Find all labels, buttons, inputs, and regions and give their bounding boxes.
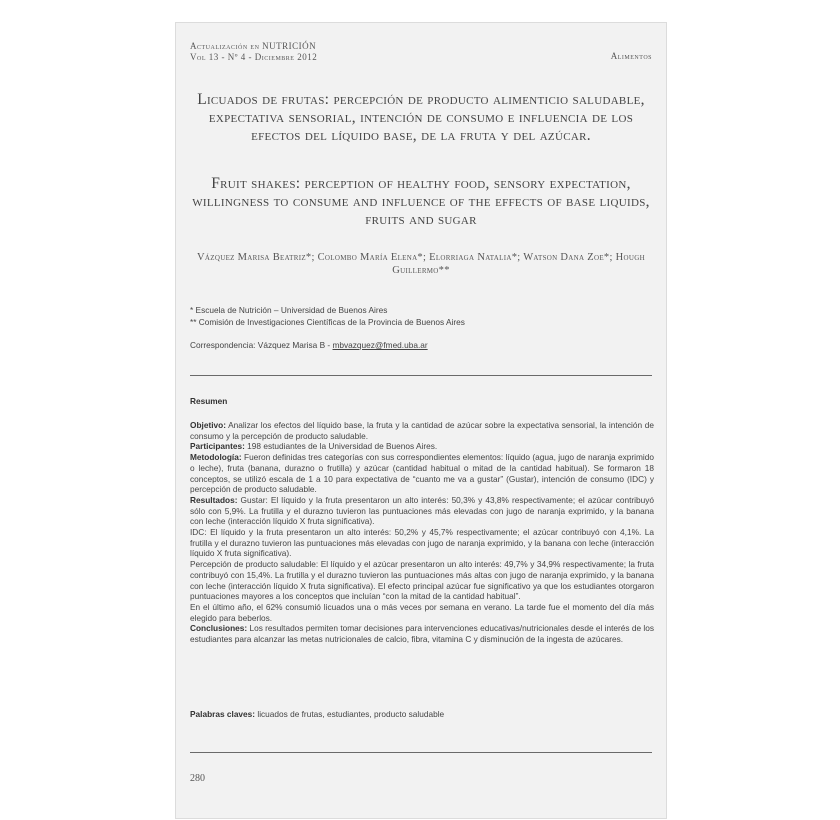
- correspondence-email-link[interactable]: mbvazquez@fmed.uba.ar: [332, 340, 428, 350]
- abstract-metodologia: [190, 452, 654, 495]
- abstract-heading: Resumen: [190, 396, 228, 406]
- journal-name: Actualización en NUTRICIÓN: [190, 41, 317, 51]
- abstract-objetivo: [190, 420, 654, 441]
- affiliations: [190, 304, 650, 328]
- correspondence: [190, 340, 650, 350]
- conclusiones-label: Conclusiones:: [190, 623, 248, 634]
- participantes-text: 198 estudiantes de la Universidad de Buenos Aires.: [244, 441, 438, 452]
- participantes-label: Participantes:: [190, 441, 245, 452]
- conclusiones-text: Los resultados permiten tomar decisiones para intervenciones educativas/nutricionales desde el interés de los estudiantes para alcanzar las metas nutricionales de calcio, fibra, vitamina C y disminución de la ingesta de azúcares.: [190, 623, 654, 645]
- journal-running-head: [190, 41, 317, 63]
- correspondence-label: Correspondencia: Vázquez Marisa B -: [190, 340, 333, 350]
- title-spanish: Licuados de frutas: percepción de producto alimenticio saludable, expectativa sensorial, intención de consumo e influencia de los efectos del líquido base, de la fruta y del azúcar.: [197, 91, 645, 144]
- objetivo-text: Analizar los efectos del líquido base, la fruta y la cantidad de azúcar sobre la expectativa sensorial, la intención de consumo y la percepción de producto saludable.: [190, 420, 654, 441]
- journal-issue: Vol 13 - Nº 4 - Diciembre 2012: [190, 52, 318, 62]
- bottom-divider: [190, 752, 652, 753]
- abstract-percepcion: Percepción de producto saludable: El líquido y el azúcar presentaron un alto interés: 49,7% y 34,9% respectivamente; la fruta contribuyó con 15,4%. La frutilla y el durazno tuvieron las puntuaciones más altas con jugo de naranja exprimido, y la banana con leche (interacción líquido X fruta significativa). El efecto principal azúcar fue significativo ya que los estudiantes otorgaron puntuaciones mayores a los conceptos que incluían “con la mitad de la cantidad habitual”.: [190, 559, 654, 602]
- abstract-body: [190, 420, 654, 645]
- paper-page: [175, 22, 667, 819]
- objetivo-label: Objetivo:: [190, 420, 226, 430]
- top-divider: [190, 375, 652, 376]
- abstract-participantes: [190, 441, 654, 452]
- metodologia-label: Metodología:: [190, 452, 242, 463]
- metodologia-text: Fueron definidas tres categorías con sus correspondientes elementos: líquido (agua, jugo de naranja exprimido o leche), fruta (banana, durazno o frutilla) y azúcar (cantidad habitual o mitad de la cantidad habitual). Se formaron 18 conceptos, se utilizó escala de 1 a 10 para expectativa de “cuanto me va a gustar” (Gustar), intención de consumo (IDC) y percepción de producto saludable.: [190, 452, 654, 495]
- keywords-text: licuados de frutas, estudiantes, producto saludable: [255, 709, 445, 719]
- abstract-ultimo-ano: En el último año, el 62% consumió licuados una o más veces por semana en verano. La tarde fue el momento del día más elegido para beberlos.: [190, 601, 654, 623]
- abstract-conclusiones: [190, 623, 654, 644]
- keywords-label: Palabras claves:: [190, 709, 256, 719]
- page-number: 280: [190, 773, 205, 784]
- resultados-text: Gustar: El líquido y la fruta presentaron un alto interés: 50,3% y 43,8% respectivamente; el azúcar contribuyó sólo con 5,9%. La frutilla y el durazno tuvieron las puntuaciones más elevadas con jugo de naranja exprimido, y la banana con leche (interacción líquido X fruta significativa).: [190, 494, 654, 527]
- abstract-idc: IDC: El líquido y la fruta presentaron un alto interés: 50,2% y 45,7% respectivamente; el azúcar contribuyó con 4,1%. La frutilla y el durazno tuvieron las puntuaciones más elevadas con jugo de naranja exprimido, y la banana con leche (interacción líquido X fruta significativa).: [190, 527, 654, 559]
- resultados-label: Resultados:: [190, 494, 238, 505]
- abstract-resultados: [190, 495, 654, 527]
- keywords: [190, 709, 654, 719]
- affiliation-1: * Escuela de Nutrición – Universidad de Buenos Aires: [190, 305, 388, 315]
- title-english: Fruit shakes: perception of healthy food, sensory expectation, willingness to consume and influence of the effects of base liquids, fruits and sugar: [192, 175, 650, 228]
- section-name: Alimentos: [610, 51, 652, 61]
- affiliation-2: ** Comisión de Investigaciones Científicas de la Provincia de Buenos Aires: [190, 317, 465, 327]
- author-list: Vázquez Marisa Beatriz*; Colombo María Elena*; Elorriaga Natalia*; Watson Dana Zoe*; Hough Guillermo**: [197, 252, 645, 276]
